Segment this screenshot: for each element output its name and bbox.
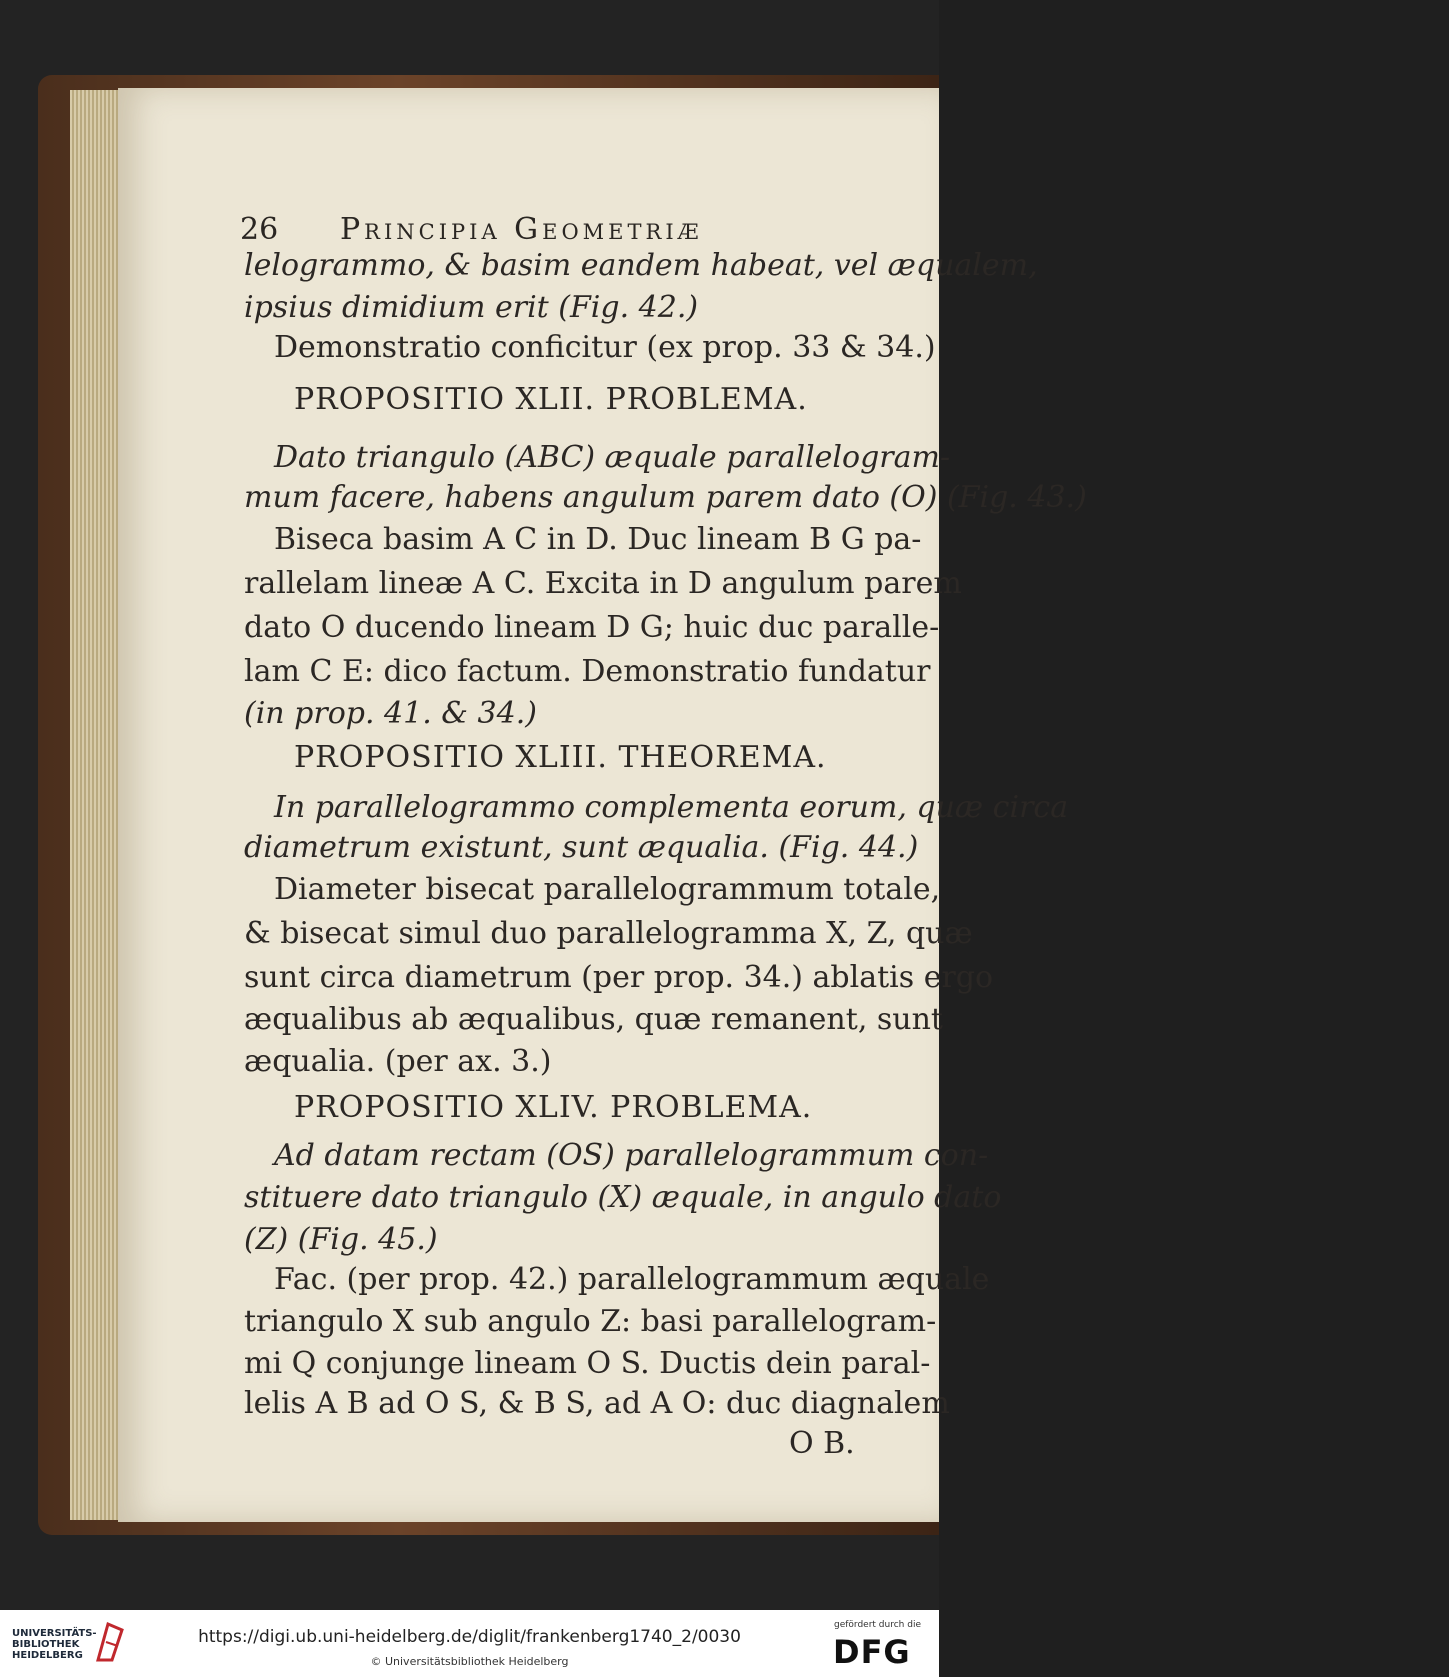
- page-number: 26: [240, 212, 279, 247]
- text-line: dato O ducendo lineam D G; huic duc paralle-: [244, 610, 940, 645]
- text-line: Demonstratio conficitur (ex prop. 33 & 34.): [274, 330, 936, 365]
- logo-line: HEIDELBERG: [12, 1650, 83, 1661]
- text-line: stituere dato triangulo (X) æquale, in angulo dato: [244, 1180, 1002, 1215]
- running-title: Principia Geometriæ: [340, 212, 703, 247]
- text-line: ipsius dimidium erit (Fig. 42.): [244, 290, 699, 325]
- logo-line: UNIVERSITÄTS-: [12, 1628, 97, 1639]
- text-line: Ad datam rectam (OS) parallelogrammum con-: [274, 1138, 989, 1173]
- dfg-logo[interactable]: DFG: [833, 1633, 911, 1671]
- logo-line: BIBLIOTHEK: [12, 1639, 80, 1650]
- text-line: diametrum existunt, sunt æqualia. (Fig. 44.): [244, 830, 919, 865]
- text-line: rallelam lineæ A C. Excita in D angulum parem: [244, 566, 962, 601]
- text-line: lelogrammo, & basim eandem habeat, vel æqualem,: [244, 248, 1038, 283]
- text-line: Diameter bisecat parallelogrammum totale,: [274, 872, 941, 907]
- text-line: lam C E: dico factum. Demonstratio fundatur: [244, 654, 931, 689]
- funding-note: gefördert durch die: [834, 1620, 921, 1630]
- text-line: (Z) (Fig. 45.): [244, 1222, 438, 1257]
- text-line: mi Q conjunge lineam O S. Ductis dein paral-: [244, 1346, 931, 1381]
- text-line: Biseca basim A C in D. Duc lineam B G pa-: [274, 522, 922, 557]
- section-heading: PROPOSITIO XLIV. PROBLEMA.: [294, 1090, 813, 1125]
- text-line: Fac. (per prop. 42.) parallelogrammum æquale: [274, 1262, 990, 1297]
- text-line: (in prop. 41. & 34.): [244, 696, 537, 731]
- text-line: lelis A B ad O S, & B S, ad A O: duc diagnalem: [244, 1386, 950, 1421]
- text-line: æqualia. (per ax. 3.): [244, 1044, 552, 1079]
- running-head: [240, 212, 840, 252]
- text-line: mum facere, habens angulum parem dato (O) (Fig. 43.): [244, 480, 1087, 515]
- copyright-notice: © Universitätsbibliothek Heidelberg: [370, 1655, 569, 1668]
- section-heading: PROPOSITIO XLIII. THEOREMA.: [294, 740, 827, 775]
- section-heading: PROPOSITIO XLII. PROBLEMA.: [294, 382, 808, 417]
- text-line: triangulo X sub angulo Z: basi parallelogram-: [244, 1304, 937, 1339]
- text-line: O B.: [789, 1426, 855, 1461]
- text-line: Dato triangulo (ABC) æquale parallelogram-: [274, 440, 951, 475]
- text-line: æqualibus ab æqualibus, quæ remanent, sunt: [244, 1002, 943, 1037]
- permalink-url[interactable]: https://digi.ub.uni-heidelberg.de/diglit/frankenberg1740_2/0030: [198, 1627, 741, 1647]
- text-line: In parallelogrammo complementa eorum, quæ circa: [274, 790, 1069, 825]
- text-line: & bisecat simul duo parallelogramma X, Z, quæ: [244, 916, 973, 951]
- text-line: sunt circa diametrum (per prop. 34.) ablatis ergo: [244, 960, 994, 995]
